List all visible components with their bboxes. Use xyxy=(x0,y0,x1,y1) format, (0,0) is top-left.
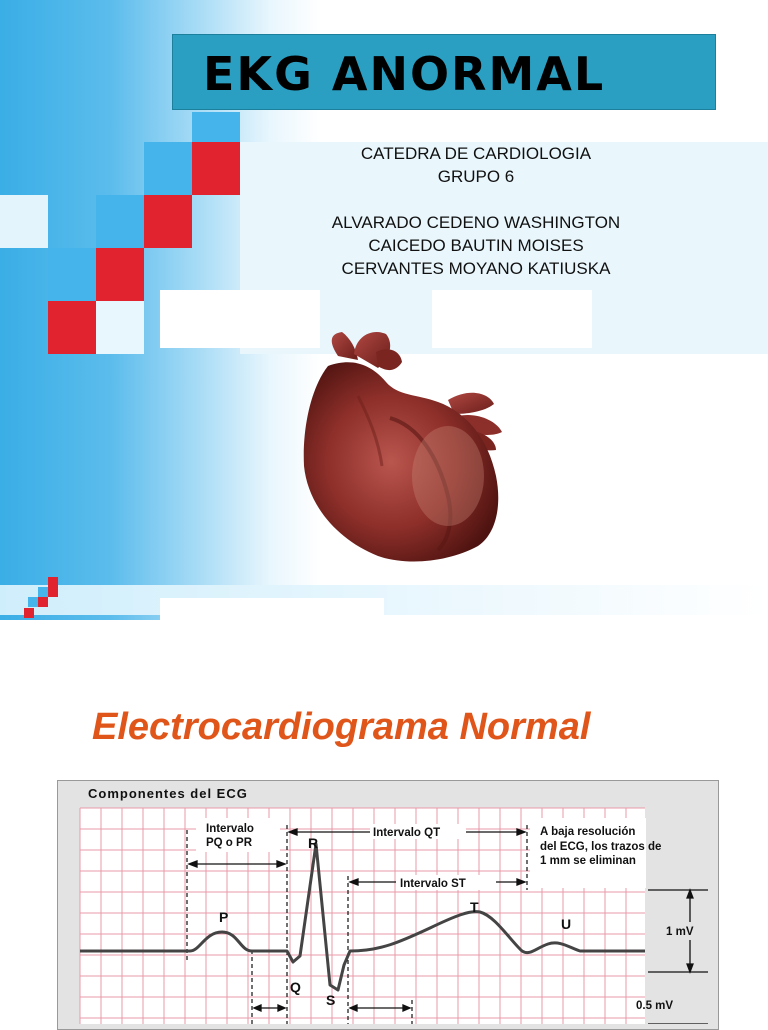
note-line: 1 mm se eliminan xyxy=(540,855,636,867)
deco-square-small xyxy=(48,587,58,597)
deco-square xyxy=(144,142,192,195)
pale-band-bottom xyxy=(0,585,768,615)
ecg-slide xyxy=(0,620,768,1024)
wave-label-t: T xyxy=(470,899,479,915)
deco-square xyxy=(144,195,192,248)
deco-square xyxy=(96,195,144,248)
qt-interval-label: Intervalo QT xyxy=(373,827,441,839)
wave-label-p: P xyxy=(219,909,229,925)
figure-caption: Componentes del ECG xyxy=(88,786,248,801)
st-interval-label: Intervalo ST xyxy=(400,878,466,890)
title-banner xyxy=(172,34,716,110)
heart-illustration xyxy=(298,326,508,566)
pr-interval-label: PQ o PR xyxy=(206,837,253,849)
credit-line: CAICEDO BAUTIN MOISES xyxy=(368,236,584,255)
wave-label-s: S xyxy=(326,992,336,1008)
credit-line: GRUPO 6 xyxy=(437,167,515,186)
scale-label-1mv: 1 mV xyxy=(666,926,694,938)
deco-square xyxy=(96,248,144,301)
slide-title: EKG ANORMAL xyxy=(203,47,606,101)
credit-line: CERVANTES MOYANO KATIUSKA xyxy=(341,259,611,278)
wave-label-u: U xyxy=(561,916,572,932)
ecg-diagram xyxy=(0,620,768,1024)
deco-square-small xyxy=(38,597,48,607)
credits-block xyxy=(296,142,656,280)
blank-box xyxy=(160,290,320,348)
deco-square xyxy=(0,195,48,248)
deco-square xyxy=(96,301,144,354)
deco-square xyxy=(192,142,240,195)
note-line: A baja resolución xyxy=(540,826,636,838)
deco-square xyxy=(48,248,96,301)
pr-interval-label: Intervalo xyxy=(206,823,254,835)
deco-square-small xyxy=(48,577,58,587)
wave-label-q: Q xyxy=(290,979,301,995)
deco-square xyxy=(192,112,240,142)
deco-square-small xyxy=(28,597,38,607)
note-line: del ECG, los trazos de xyxy=(540,841,662,853)
credit-line-spacer xyxy=(296,188,656,211)
deco-square-small xyxy=(24,608,34,618)
credit-line: CATEDRA DE CARDIOLOGIA xyxy=(360,144,592,163)
blank-box xyxy=(160,598,384,620)
deco-square-small xyxy=(38,587,48,597)
wave-label-r: R xyxy=(308,835,319,851)
deco-square xyxy=(48,301,96,354)
slide-title: Electrocardiograma Normal xyxy=(92,706,591,748)
credit-line: ALVARADO CEDENO WASHINGTON xyxy=(331,213,621,232)
scale-label-05mv: 0.5 mV xyxy=(636,1000,674,1012)
